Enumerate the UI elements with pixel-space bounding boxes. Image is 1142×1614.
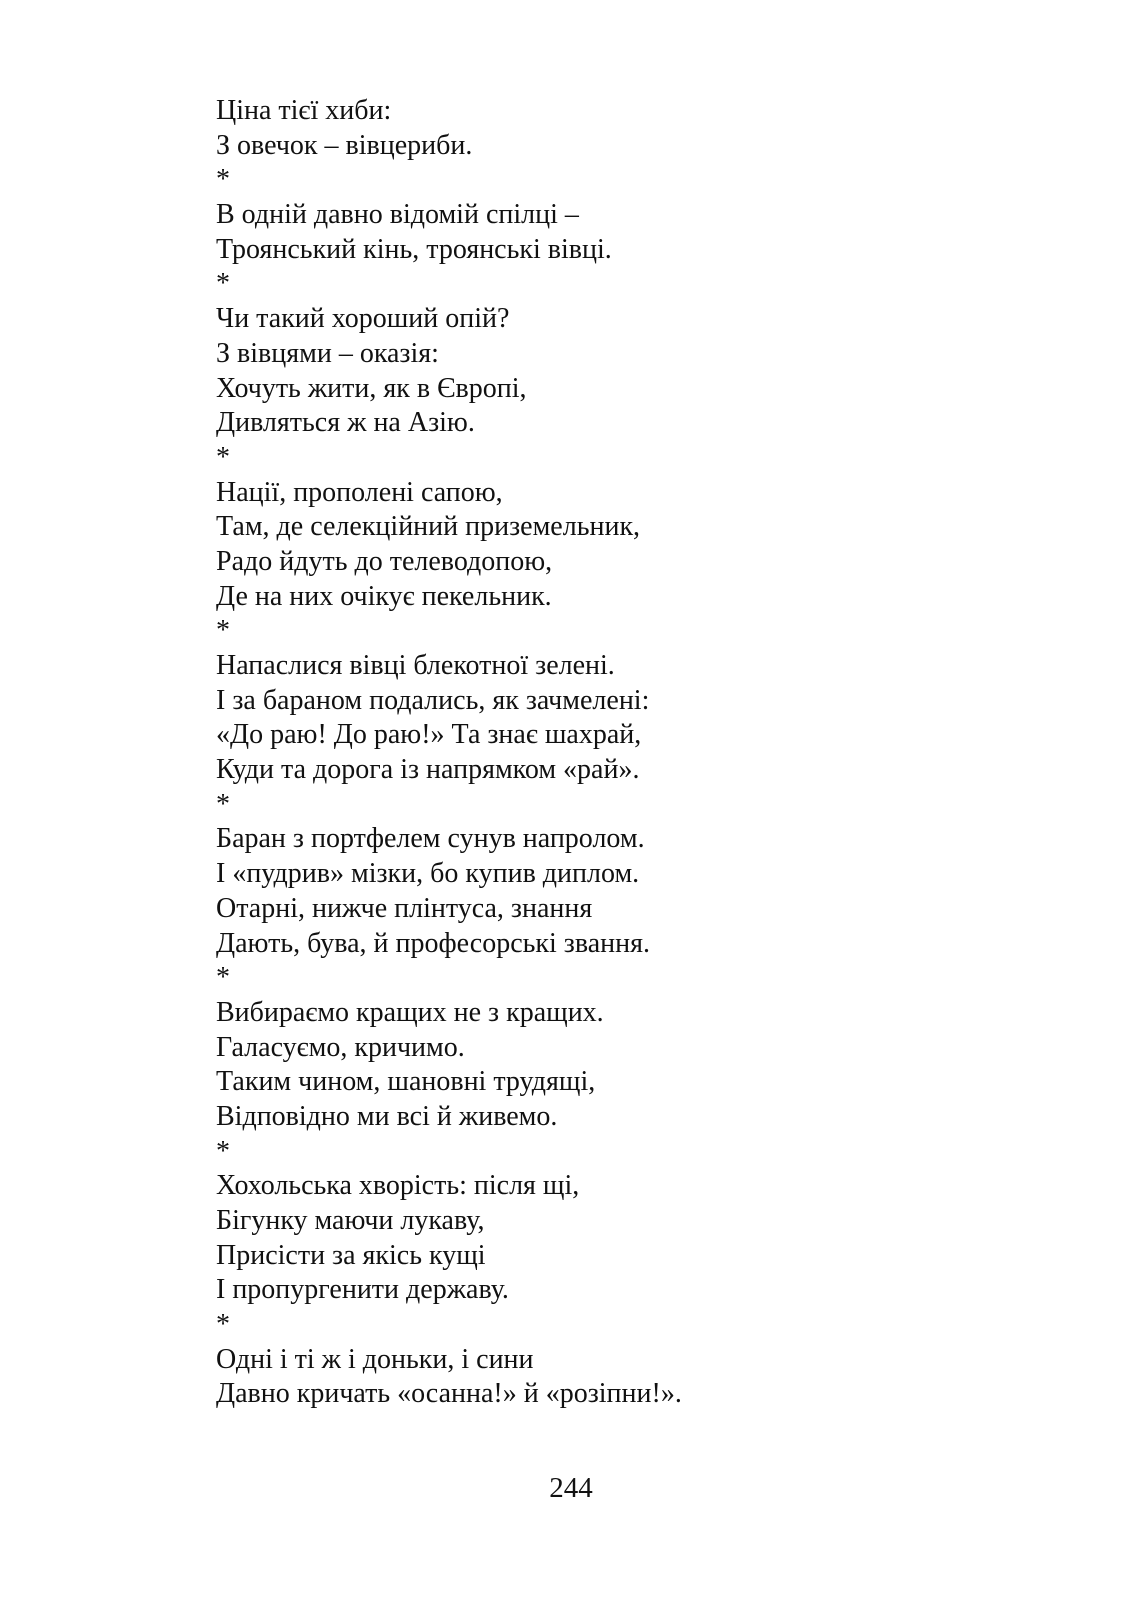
poem-text-block: [216, 94, 1076, 1412]
stanza-separator: *: [216, 962, 230, 994]
poem-line: Дають, бува, й професорські звання.: [216, 927, 650, 959]
poem-line: Вибираємо кращих не з кращих.: [216, 996, 604, 1028]
stanza-separator: *: [216, 268, 230, 300]
stanza-separator: *: [216, 1309, 230, 1341]
poem-line: Ціна тієї хиби:: [216, 95, 392, 126]
poem-line: Радо йдуть до телеводопою,: [216, 545, 553, 577]
poem-line: Баран з портфелем сунув напролом.: [216, 823, 645, 855]
poem-line: Троянський кінь, троянські вівці.: [216, 233, 612, 265]
stanza-separator: *: [216, 164, 230, 196]
poem-line: І пропургенити державу.: [216, 1274, 509, 1306]
poem-line: Давно кричать «осанна!» й «розіпни!».: [216, 1378, 682, 1410]
stanza-separator: *: [216, 615, 230, 647]
poem-line: Нації, прополені сапою,: [216, 476, 503, 508]
poem-line: «До раю! До раю!» Та знає шахрай,: [216, 719, 642, 751]
poem-line: Відповідно ми всі й живемо.: [216, 1100, 558, 1132]
stanza-separator: *: [216, 1135, 230, 1167]
page-number: 244: [549, 1472, 593, 1504]
poem-line: Таким чином, шановні трудящі,: [216, 1066, 596, 1098]
poem-line: В одній давно відомій спілці –: [216, 199, 579, 231]
poem-line: Де на них очікує пекельник.: [216, 580, 552, 612]
stanza-separator: *: [216, 788, 230, 820]
poem-line: Там, де селекційний приземельник,: [216, 511, 641, 543]
stanza-separator: *: [216, 441, 230, 473]
poem-line: Галасуємо, кричимо.: [216, 1031, 465, 1063]
poem-line: Хочуть жити, як в Європі,: [216, 372, 527, 404]
poem-line: І за бараном подались, як зачмелені:: [216, 684, 650, 716]
poem-line: Напаслися вівці блекотної зелені.: [216, 650, 615, 681]
poem-line: З вівцями – оказія:: [216, 337, 439, 369]
poem-line: Бігунку маючи лукаву,: [216, 1205, 485, 1236]
poem-line: З овечок – вівцериби.: [216, 129, 473, 161]
poem-line: Присісти за якісь кущі: [216, 1239, 486, 1271]
poem-line: Хохольська хворість: після щі,: [216, 1170, 580, 1202]
poem-line: Отарні, нижче плінтуса, знання: [216, 892, 593, 924]
poem-line: Дивляться ж на Азію.: [216, 407, 475, 439]
poem-line: Чи такий хороший опій?: [216, 303, 510, 335]
poem-line: Одні і ті ж і доньки, і сини: [216, 1343, 534, 1375]
poem-line: Куди та дорога із напрямком «рай».: [216, 754, 640, 786]
poem-line: І «пудрив» мізки, бо купив диплом.: [216, 858, 640, 890]
